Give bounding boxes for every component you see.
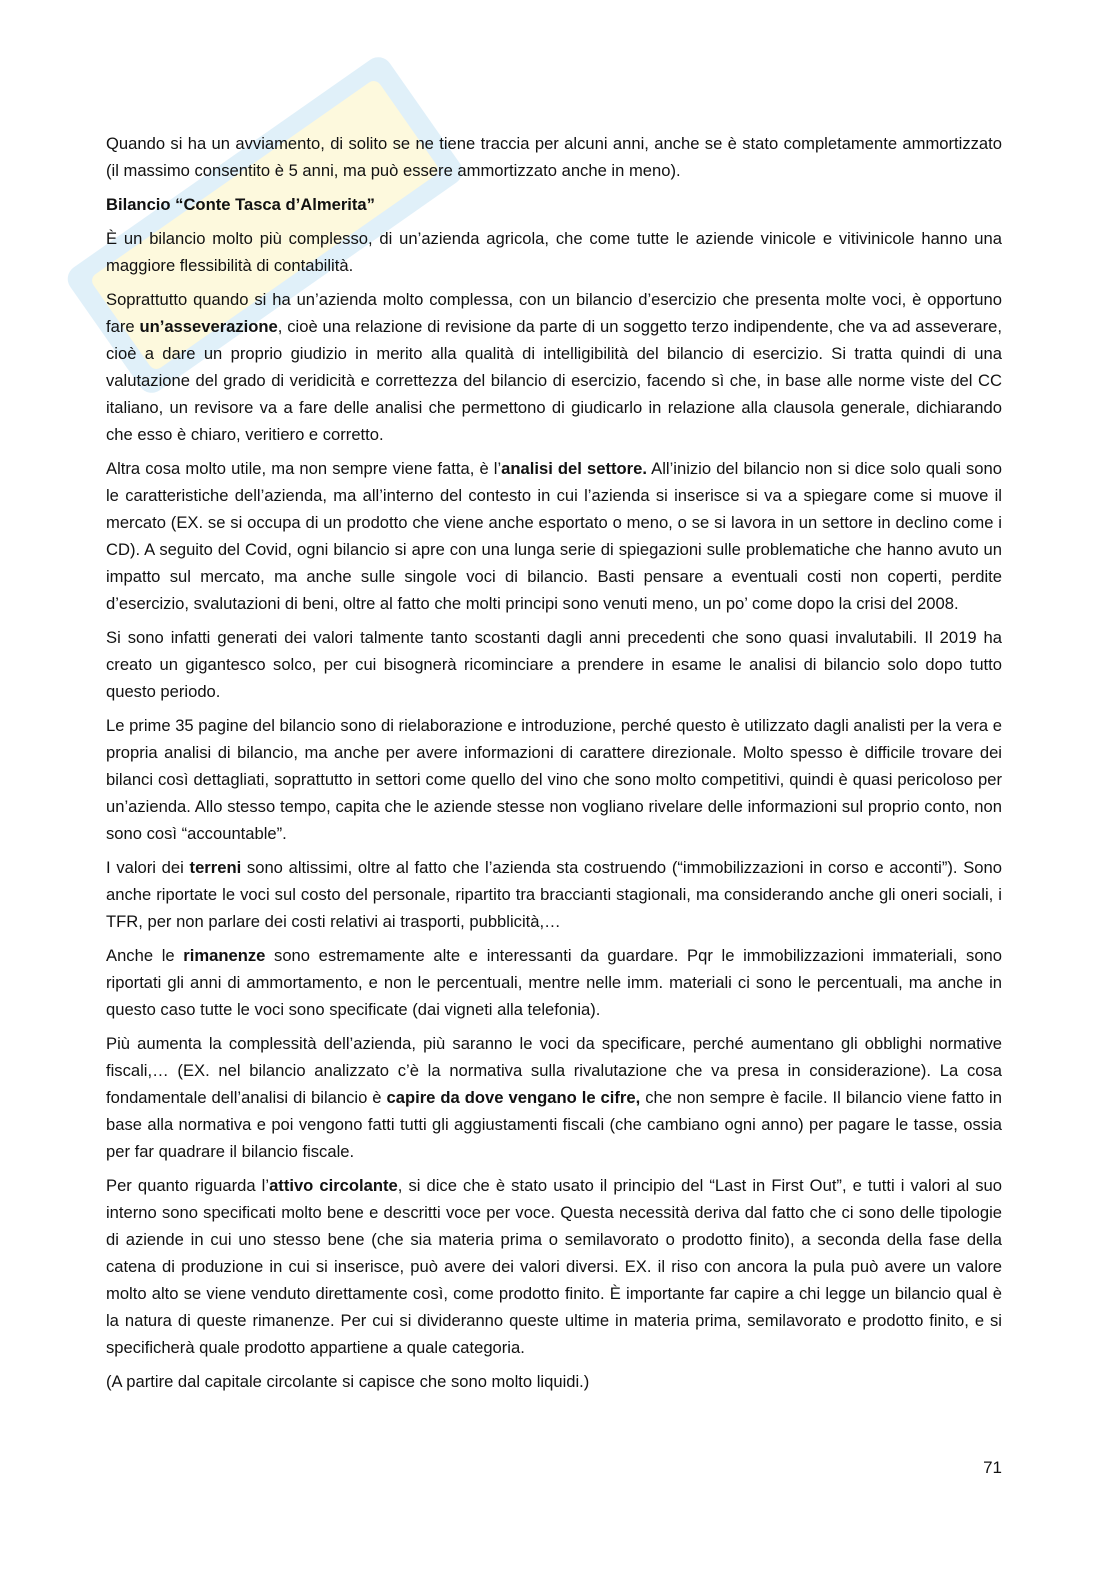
paragraph-7: Le prime 35 pagine del bilancio sono di rielaborazione e introduzione, perché questo è utilizzato dagli analisti per la vera e propria analisi di bilancio, ma anche per avere informazioni di carattere direzionale. Molto spesso è difficile trovare dei bilanci così dettagliati, soprattutto in settori come quello del vino che sono molto competitivi, quindi è quasi pericoloso per un’azienda. Allo stesso tempo, capita che le aziende stesse non vogliano rivelare delle informazioni sul proprio conto, non sono così “accountable”. bbox=[106, 716, 1002, 843]
paragraph-10: Più aumenta la complessità dell’azienda, più saranno le voci da specificare, perché aumentano gli obblighi normative fiscali,… (EX. nel bilancio analizzato c’è la normativa sulla rivalutazione che va presa in considerazione). La cosa fondamentale dell’analisi di bilancio è capire da dove vengano le cifre, che non sempre è facile. Il bilancio viene fatto in base alla normativa e poi vengono fatti tutti gli aggiustamenti fiscali (che cambiano ogni anno) per pagare le tasse, ossia per far quadrare il bilancio fiscale. bbox=[106, 1034, 1002, 1161]
paragraph-6: Si sono infatti generati dei valori talmente tanto scostanti dagli anni precedenti che sono quasi invalutabili. Il 2019 ha creato un gigantesco solco, per cui bisognerà ricominciare a prendere in esame le analisi di bilancio solo dopo tutto questo periodo. bbox=[106, 628, 1002, 701]
paragraph-1: Quando si ha un avviamento, di solito se ne tiene traccia per alcuni anni, anche se è stato completamente ammortizzato (il massimo consentito è 5 anni, ma può essere ammortizzato anche in meno). bbox=[106, 134, 1002, 180]
document-body bbox=[106, 130, 1002, 1402]
paragraph-8: I valori dei terreni sono altissimi, oltre al fatto che l’azienda sta costruendo (“immobilizzazioni in corso e acconti”). Sono anche riportate le voci sul costo del personale, ripartito tra braccianti stagionali, ma considerando anche gli oneri sociali, i TFR, per non parlare dei costi relativi ai trasporti, pubblicità,… bbox=[106, 858, 1002, 931]
paragraph-11: Per quanto riguarda l’attivo circolante, si dice che è stato usato il principio del “Last in First Out”, e tutti i valori al suo interno sono specificati molto bene e descritti voce per voce. Questa necessità deriva dal fatto che ci sono delle tipologie di aziende in cui uno stesso bene (che sia materia prima o semilavorato o prodotto finito), a seconda della fase della catena di produzione in cui si inserisce, può avere dei valori diversi. EX. il riso con ancora la pula può avere un valore molto alto se viene venduto direttamente così, come prodotto finito. È importante far capire a chi legge un bilancio qual è la natura di queste rimanenze. Per cui si divideranno queste ultime in materia prima, semilavorato e prodotto finito, e si specificherà quale prodotto appartiene a quale categoria. bbox=[106, 1176, 1002, 1357]
page-number: 71 bbox=[983, 1458, 1002, 1477]
paragraph-4: Soprattutto quando si ha un’azienda molto complessa, con un bilancio d’esercizio che presenta molte voci, è opportuno fare un’asseverazione, cioè una relazione di revisione da parte di un soggetto terzo indipendente, che va ad asseverare, cioè a dare un proprio giudizio in merito alla qualità di intelligibilità del bilancio di esercizio. Si tratta quindi di una valutazione del grado di veridicità e correttezza del bilancio di esercizio, facendo sì che, in base alle norme viste del CC italiano, un revisore va a fare delle analisi che permettono di giudicarlo in relazione alla clausola generale, dichiarando che esso è chiaro, veritiero e corretto. bbox=[106, 290, 1002, 444]
section-heading: Bilancio “Conte Tasca d’Almerita” bbox=[106, 195, 375, 214]
paragraph-5: Altra cosa molto utile, ma non sempre viene fatta, è l’analisi del settore. All’inizio del bilancio non si dice solo quali sono le caratteristiche dell’azienda, ma all’interno del contesto in cui l’azienda si inserisce si va a spiegare come si muove il mercato (EX. se si occupa di un prodotto che viene anche esportato o meno, o se si lavora in un settore in declino come i CD). A seguito del Covid, ogni bilancio si apre con una lunga serie di spiegazioni sulle problematiche che hanno avuto un impatto sul mercato, ma anche sulle singole voci di bilancio. Basti pensare a eventuali costi non coperti, perdite d’esercizio, svalutazioni di beni, oltre al fatto che molti principi sono venuti meno, un po’ come dopo la crisi del 2008. bbox=[106, 459, 1002, 613]
paragraph-3: È un bilancio molto più complesso, di un’azienda agricola, che come tutte le aziende vinicole e vitivinicole hanno una maggiore flessibilità di contabilità. bbox=[106, 229, 1002, 275]
paragraph-12: (A partire dal capitale circolante si capisce che sono molto liquidi.) bbox=[106, 1372, 590, 1391]
paragraph-9: Anche le rimanenze sono estremamente alte e interessanti da guardare. Pqr le immobilizzazioni immateriali, sono riportati gli anni di ammortamento, e non le percentuali, mentre nelle imm. materiali ci sono le percentuali, ma anche in questo caso tutte le voci sono specificate (dai vigneti alla telefonia). bbox=[106, 946, 1003, 1019]
